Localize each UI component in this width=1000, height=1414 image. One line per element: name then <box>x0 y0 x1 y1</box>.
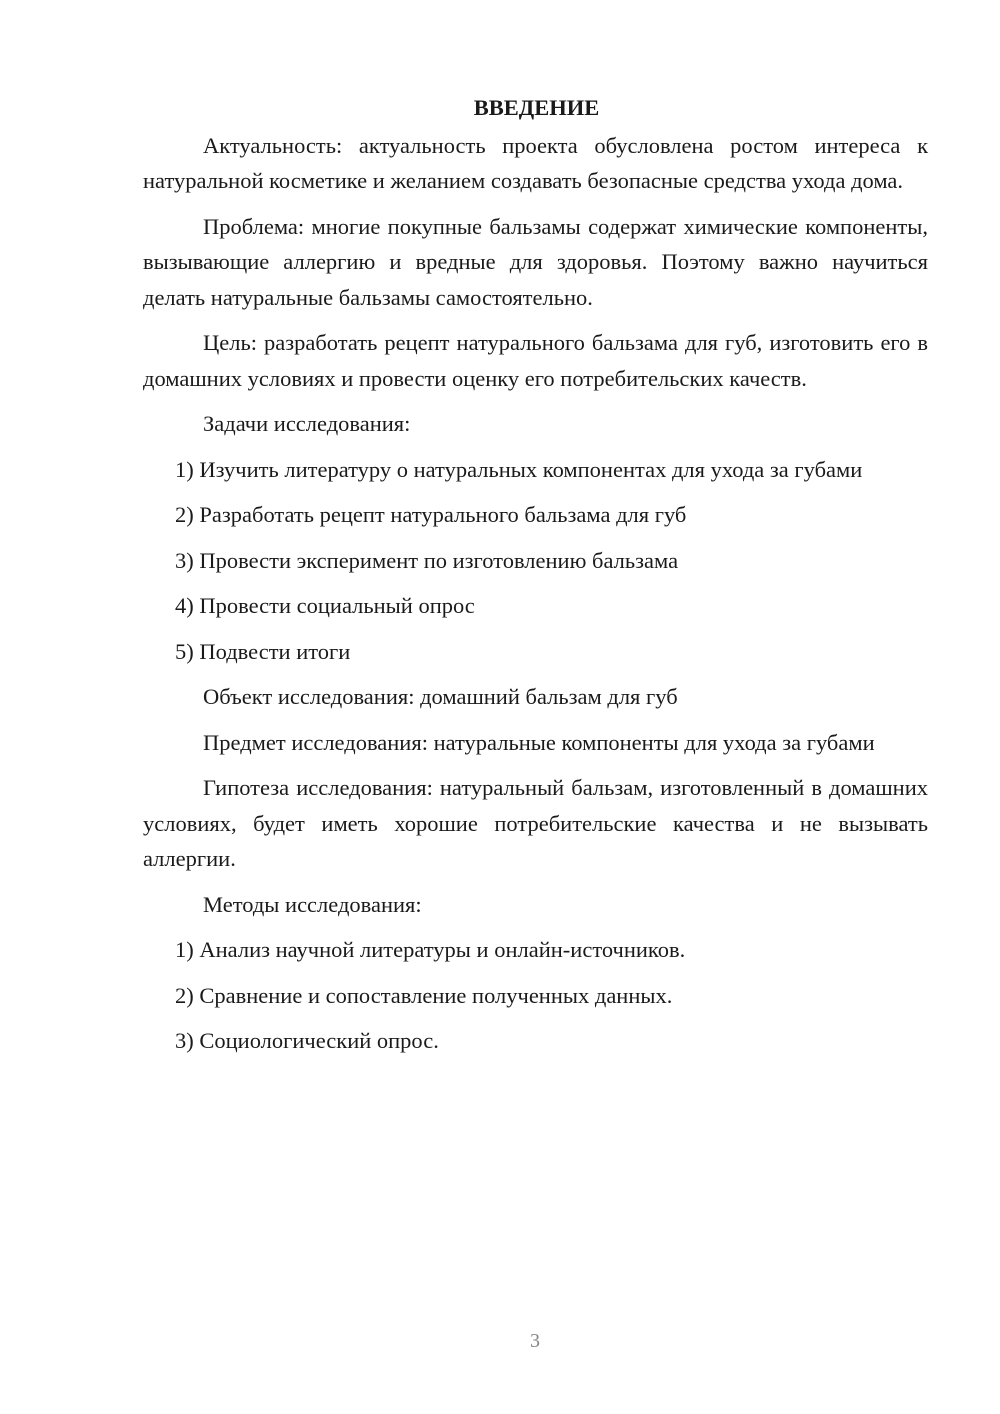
method-list-item-1: 1) Анализ научной литературы и онлайн-источников. <box>175 937 686 962</box>
paragraph-methods-heading: Методы исследования: <box>203 891 422 917</box>
task-list-item-2: 2) Разработать рецепт натурального бальзама для губ <box>175 502 687 527</box>
task-list-item-1: 1) Изучить литературу о натуральных компонентах для ухода за губами <box>175 456 863 482</box>
paragraph-hypothesis: Гипотеза исследования: натуральный бальзам, изготовленный в домашних условиях, будет иметь хорошие потребительские качества и не вызывать аллергии. <box>143 775 928 871</box>
task-list-item-5: 5) Подвести итоги <box>175 638 351 664</box>
document-body <box>143 90 928 1069</box>
paragraph-object: Объект исследования: домашний бальзам для губ <box>203 684 678 709</box>
method-list-item-3: 3) Социологический опрос. <box>175 1028 439 1053</box>
paragraph-goal: Цель: разработать рецепт натурального бальзама для губ, изготовить его в домашних условиях и провести оценку его потребительских качеств. <box>143 330 928 391</box>
paragraph-relevance: Актуальность: актуальность проекта обусловлена ростом интереса к натуральной косметике и желанием создавать безопасные средства ухода дома. <box>143 132 928 193</box>
paragraph-tasks-heading: Задачи исследования: <box>203 411 411 436</box>
page-number: 3 <box>530 1330 540 1352</box>
task-list-item-3: 3) Провести эксперимент по изготовлению бальзама <box>175 547 679 573</box>
method-list-item-2: 2) Сравнение и сопоставление полученных данных. <box>175 982 673 1008</box>
task-list-item-4: 4) Провести социальный опрос <box>175 593 475 618</box>
paragraph-subject: Предмет исследования: натуральные компоненты для ухода за губами <box>203 729 875 755</box>
paragraph-problem: Проблема: многие покупные бальзамы содержат химические компоненты, вызывающие аллергию и вредные для здоровья. Поэтому важно научиться делать натуральные бальзамы самостоятельно. <box>143 213 928 310</box>
section-title: ВВЕДЕНИЕ <box>473 95 600 120</box>
